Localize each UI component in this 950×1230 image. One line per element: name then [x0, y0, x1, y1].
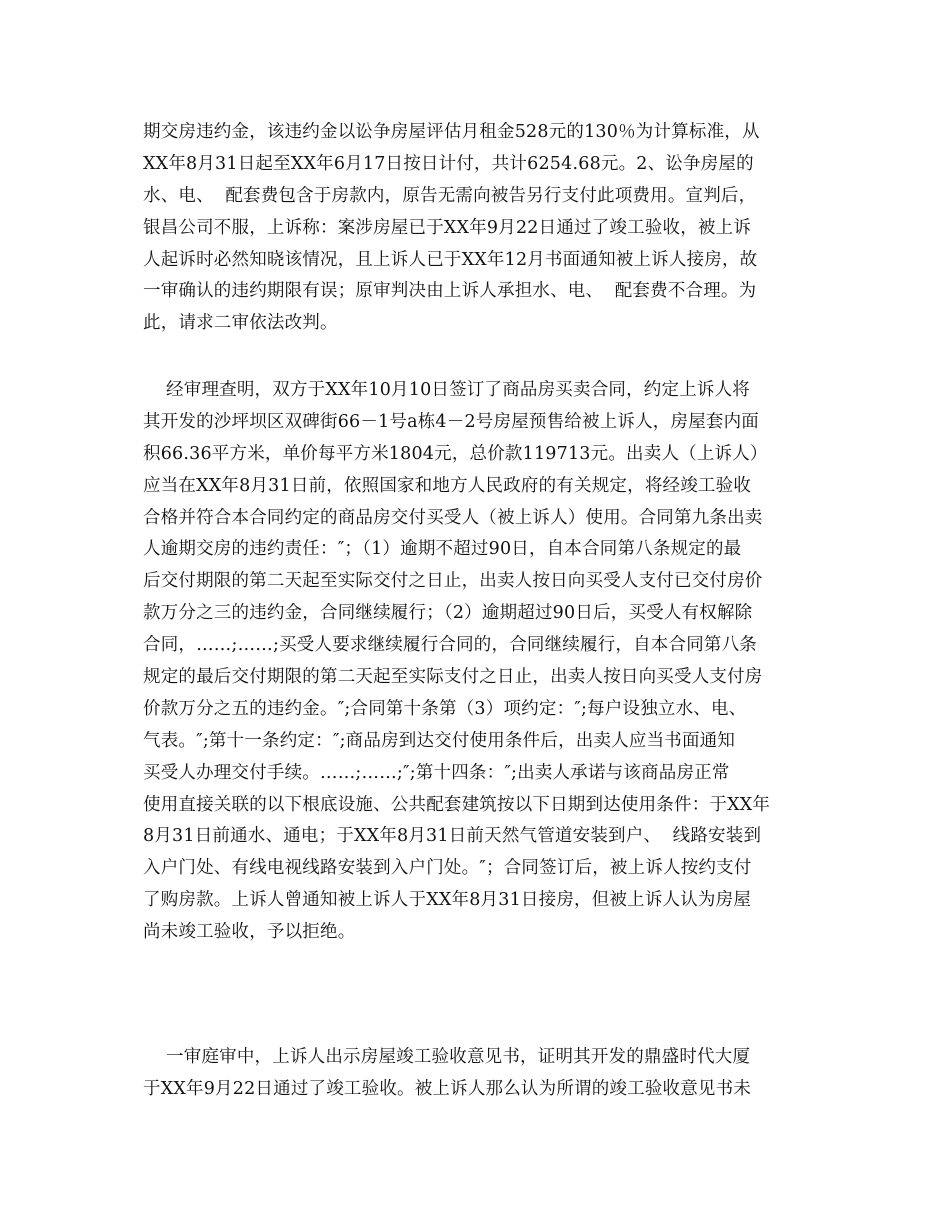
- text-line: 使用直接关联的以下根底设施、公共配套建筑按以下日期到达使用条件：于XX年: [143, 794, 771, 815]
- text-line: 人逾期交房的违约责任：″；（1）逾期不超过90日，自本合同第八条规定的最: [143, 539, 742, 560]
- text-line: 积66.36平方米，单价每平方米1804元，总价款119713元。出卖人（上诉人）: [143, 443, 768, 464]
- text-line: 款万分之三的违约金，合同继续履行；（2）逾期超过90日后，买受人有权解除: [143, 603, 753, 624]
- paragraph-2: [143, 375, 809, 949]
- text-line: 后交付期限的第二天起至实际交付之日止，出卖人按日向买受人支付已交付房价: [143, 571, 763, 592]
- text-line: 应当在XX年8月31日前，依照国家和地方人民政府的有关规定，将经竣工验收: [143, 475, 752, 496]
- text-line: 一审庭审中，上诉人出示房屋竣工验收意见书，证明其开发的鼎盛时代大厦: [143, 1047, 751, 1067]
- text-line: 气表。″;第十一条约定：″;商品房到达交付使用条件后，出卖人应当书面通知: [143, 730, 736, 751]
- text-line: 买受人办理交付手续。……;……;″;第十四条：″;出卖人承诺与该商品房正常: [143, 762, 730, 783]
- text-line: 经审理查明，双方于XX年10月10日签订了商品房买卖合同，约定上诉人将: [143, 380, 751, 400]
- text-line: 8月31日前通水、通电；于XX年8月31日前天然气管道安装到户、 线路安装到: [143, 826, 762, 847]
- text-line: 入户门处、有线电视线路安装到入户门处。″；合同签订后，被上诉人按约支付: [143, 858, 752, 879]
- text-line: 期交房违约金，该违约金以讼争房屋评估月租金528元的130％为计算标准，从: [143, 122, 760, 142]
- paragraph-3: [143, 1042, 809, 1106]
- paragraph-1: [143, 117, 809, 340]
- text-line: 于XX年9月22日通过了竣工验收。被上诉人那么认为所谓的竣工验收意见书未: [143, 1078, 752, 1099]
- text-line: 合格并符合本合同约定的商品房交付买受人（被上诉人）使用。合同第九条出卖: [143, 507, 763, 528]
- text-line: 此，请求二审依法改判。: [143, 313, 338, 334]
- text-line: 水、电、 配套费包含于房款内，原告无需向被告另行支付此项费用。宣判后，: [143, 185, 757, 206]
- text-line: 了购房款。上诉人曾通知被上诉人于XX年8月31日接房，但被上诉人认为房屋: [143, 890, 752, 911]
- text-line: 银昌公司不服，上诉称：案涉房屋已于XX年9月22日通过了竣工验收，被上诉: [143, 217, 752, 238]
- text-line: 人起诉时必然知晓该情况，且上诉人已于XX年12月书面通知被上诉人接房，故: [143, 249, 758, 270]
- text-line: 规定的最后交付期限的第二天起至实际支付之日止，出卖人按日向买受人支付房: [143, 667, 763, 688]
- text-line: 价款万分之五的违约金。″;合同第十条第（3）项约定：″;每户设独立水、电、: [143, 698, 747, 719]
- text-line: XX年8月31日起至XX年6月17日按日计付，共计6254.68元。2、讼争房屋的: [143, 153, 754, 174]
- text-line: 尚未竣工验收，予以拒绝。: [143, 922, 356, 943]
- text-line: 合同，……;……;买受人要求继续履行合同的，合同继续履行，自本合同第八条: [143, 635, 757, 656]
- text-line: 其开发的沙坪坝区双碑街66－1号a栋4－2号房屋预售给被上诉人，房屋套内面: [143, 411, 760, 432]
- text-line: 一审确认的违约期限有误；原审判决由上诉人承担水、电、 配套费不合理。为: [143, 281, 757, 302]
